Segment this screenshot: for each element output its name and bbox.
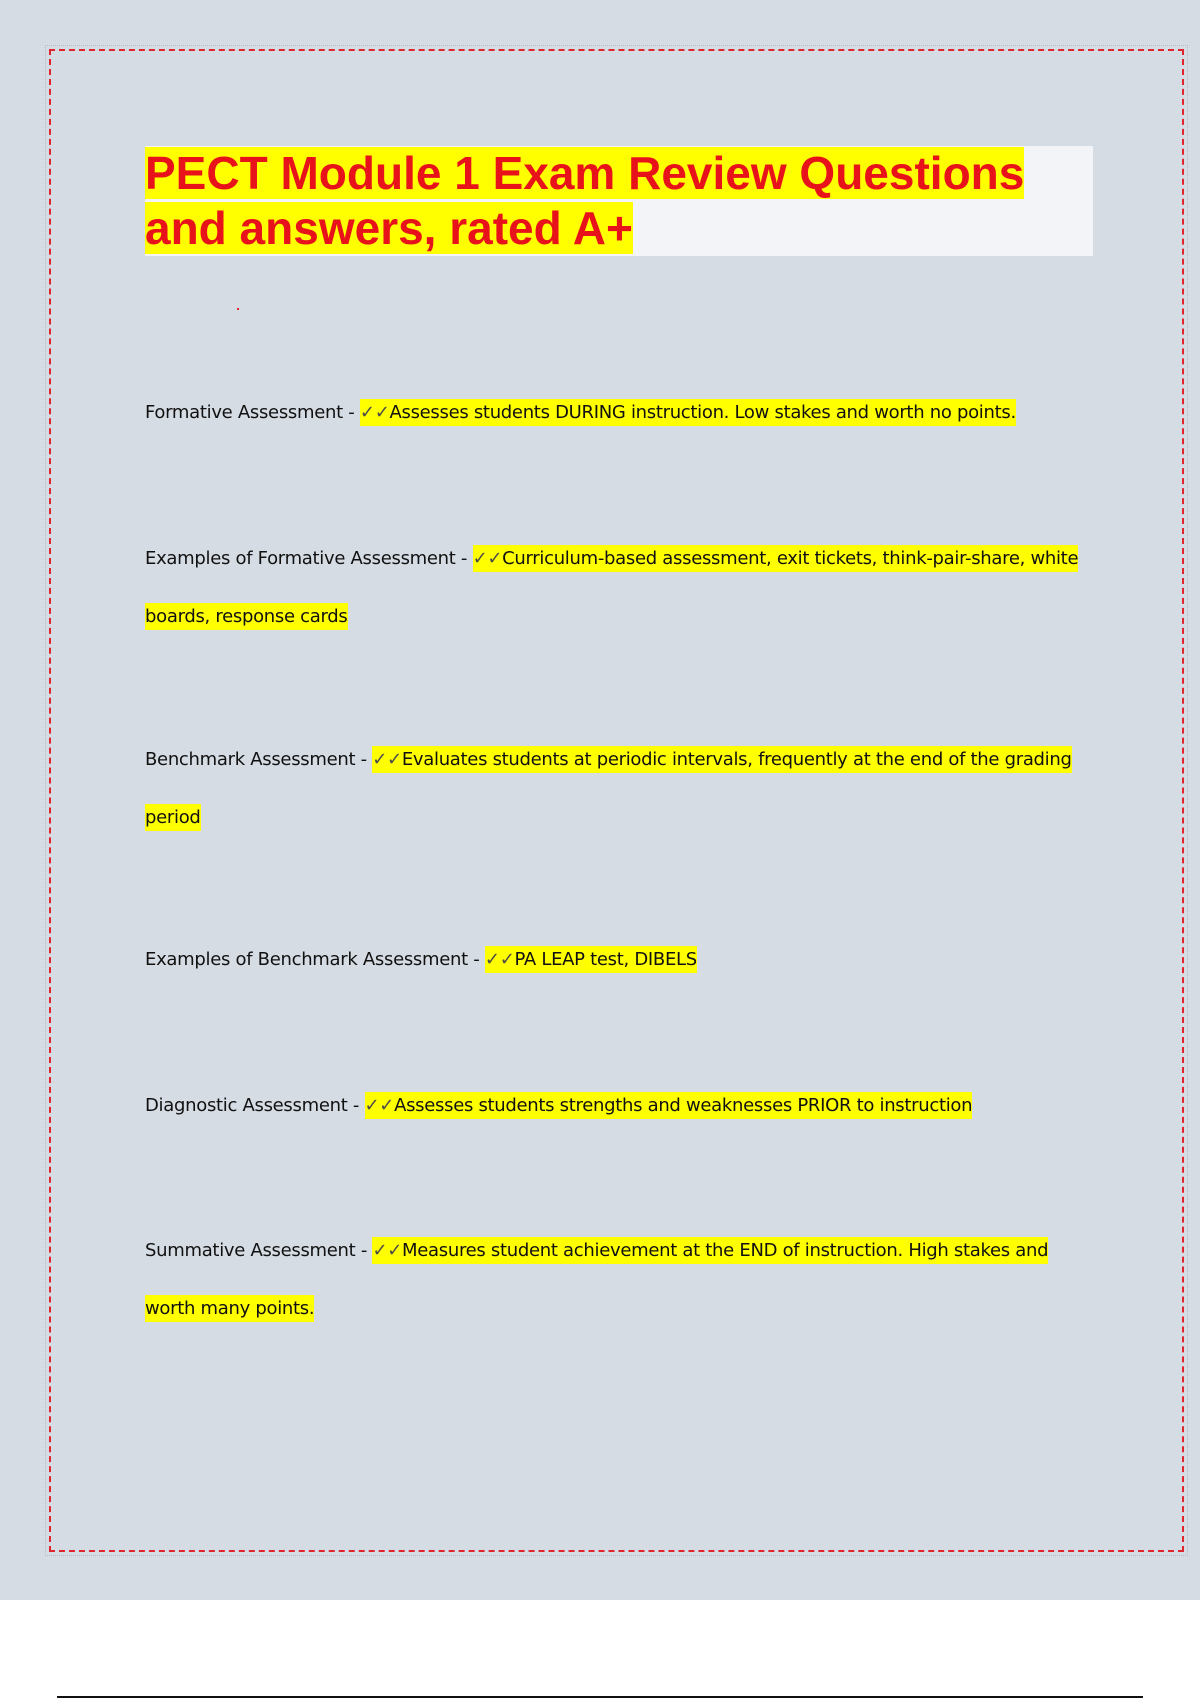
double-check-icon: ✓✓ <box>472 548 503 569</box>
qa-term: Examples of Benchmark Assessment - <box>145 949 485 970</box>
qa-answer: PA LEAP test, DIBELS <box>514 949 697 970</box>
qa-item-diagnostic <box>145 1077 1095 1135</box>
qa-answer: Assesses students strengths and weaknesses PRIOR to instruction <box>394 1095 973 1116</box>
qa-answer: Evaluates students at periodic intervals, frequently at the end of the grading period <box>145 749 1072 828</box>
double-check-icon: ✓✓ <box>364 1095 395 1116</box>
qa-item-benchmark-examples <box>145 931 1095 989</box>
qa-answer: Assesses students DURING instruction. Low stakes and worth no points. <box>389 402 1016 423</box>
double-check-icon: ✓✓ <box>372 749 402 770</box>
qa-item-formative-examples <box>145 530 1095 646</box>
double-check-icon: ✓✓ <box>372 1240 403 1261</box>
qa-term: Benchmark Assessment - <box>145 749 373 770</box>
qa-answer-highlight <box>365 1092 973 1119</box>
qa-term: Summative Assessment - <box>145 1240 373 1261</box>
qa-item-formative <box>145 384 1095 442</box>
qa-item-summative <box>145 1222 1095 1338</box>
qa-answer: Curriculum-based assessment, exit tickets, think-pair-share, white boards, response cards <box>145 548 1079 627</box>
double-check-icon: ✓✓ <box>359 402 390 423</box>
qa-term: Diagnostic Assessment - <box>145 1095 365 1116</box>
document-title <box>145 146 1093 256</box>
qa-answer-highlight <box>360 399 1016 426</box>
qa-term: Examples of Formative Assessment - <box>145 548 473 569</box>
qa-answer: Measures student achievement at the END of instruction. High stakes and worth many points. <box>145 1240 1049 1319</box>
footer-rule <box>57 1696 1143 1698</box>
decorative-dot <box>237 308 239 310</box>
qa-answer-highlight <box>485 946 697 973</box>
qa-term: Formative Assessment - <box>145 402 360 423</box>
double-check-icon: ✓✓ <box>484 949 515 970</box>
document-title-text: PECT Module 1 Exam Review Questions and answers, rated A+ <box>145 147 1025 254</box>
qa-item-benchmark <box>145 731 1095 847</box>
